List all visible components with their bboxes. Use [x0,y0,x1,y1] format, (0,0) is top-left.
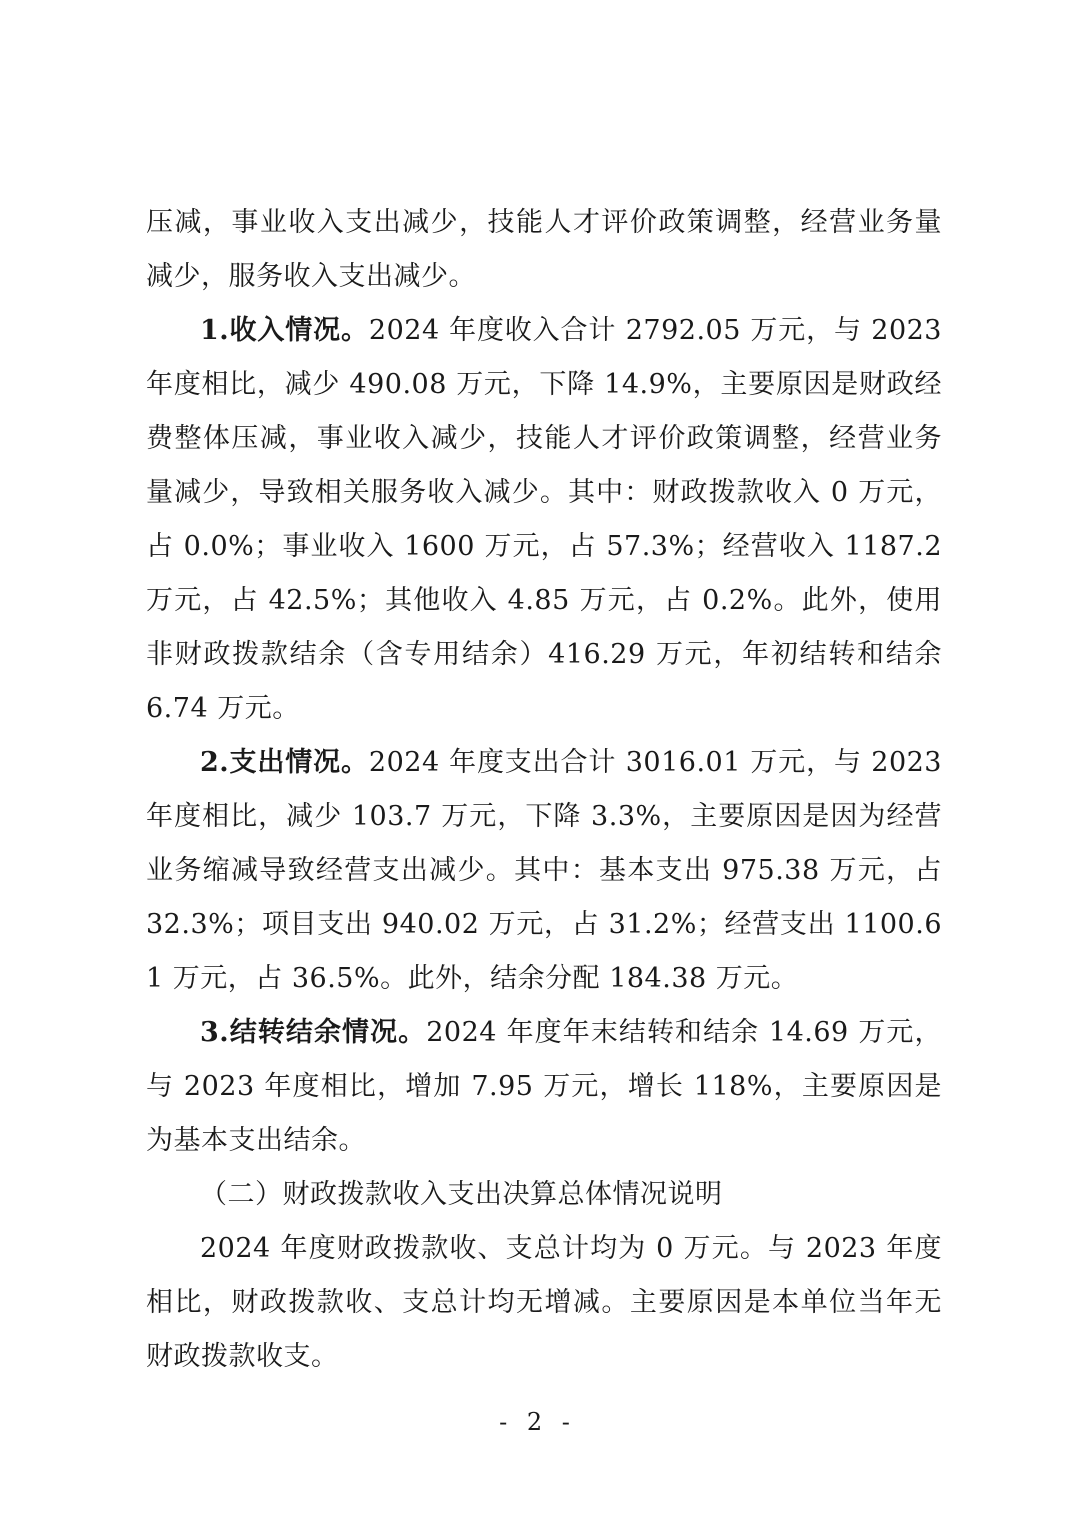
section-heading [146,1168,942,1222]
paragraph-carryover [146,1006,942,1168]
document-body [146,196,942,1384]
paragraph-expenditure [146,736,942,1006]
paragraph-text: 2024 年度年末结转和结余 14.69 万元，与 2023 年度相比，增加 7.95 万元，增长 118%，主要原因是为基本支出结余。 [146,1017,942,1156]
paragraph-text: 2024 年度收入合计 2792.05 万元，与 2023 年度相比，减少 490.08 万元，下降 14.9%，主要原因是财政经费整体压减，事业收入减少，技能人才评价政策调整，经营业务量减少，导致相关服务收入减少。其中：财政拨款收入 0 万元，占 0.0%；事业收入 1600 万元，占 57.3%；经营收入 1187.2 万元，占 42.5%；其他收入 4.85 万元，占 0.2%。此外，使用非财政拨款结余（含专用结余）416.29 万元，年初结转和结余 6.74 万元。 [146,315,942,724]
paragraph-fiscal-appropriation [146,1222,942,1384]
paragraph-income [146,304,942,736]
page-number: - 2 - [499,1408,576,1436]
paragraph-text: 2024 年度财政拨款收、支总计均为 0 万元。与 2023 年度相比，财政拨款收、支总计均无增减。主要原因是本单位当年无财政拨款收支。 [146,1233,942,1372]
paragraph-heading-expenditure: 2.支出情况。 [200,747,369,778]
paragraph-continuation [146,196,942,304]
paragraph-heading-income: 1.收入情况。 [200,315,369,346]
paragraph-heading-carryover: 3.结转结余情况。 [200,1017,427,1048]
section-heading-text: （二）财政拨款收入支出决算总体情况说明 [200,1179,723,1210]
paragraph-text: 压减，事业收入支出减少，技能人才评价政策调整，经营业务量减少，服务收入支出减少。 [146,207,942,292]
paragraph-text: 2024 年度支出合计 3016.01 万元，与 2023 年度相比，减少 103.7 万元，下降 3.3%，主要原因是因为经营业务缩减导致经营支出减少。其中：基本支出 975.38 万元，占 32.3%；项目支出 940.02 万元，占 31.2%；经营支出 1100.61 万元，占 36.5%。此外，结余分配 184.38 万元。 [146,747,942,994]
